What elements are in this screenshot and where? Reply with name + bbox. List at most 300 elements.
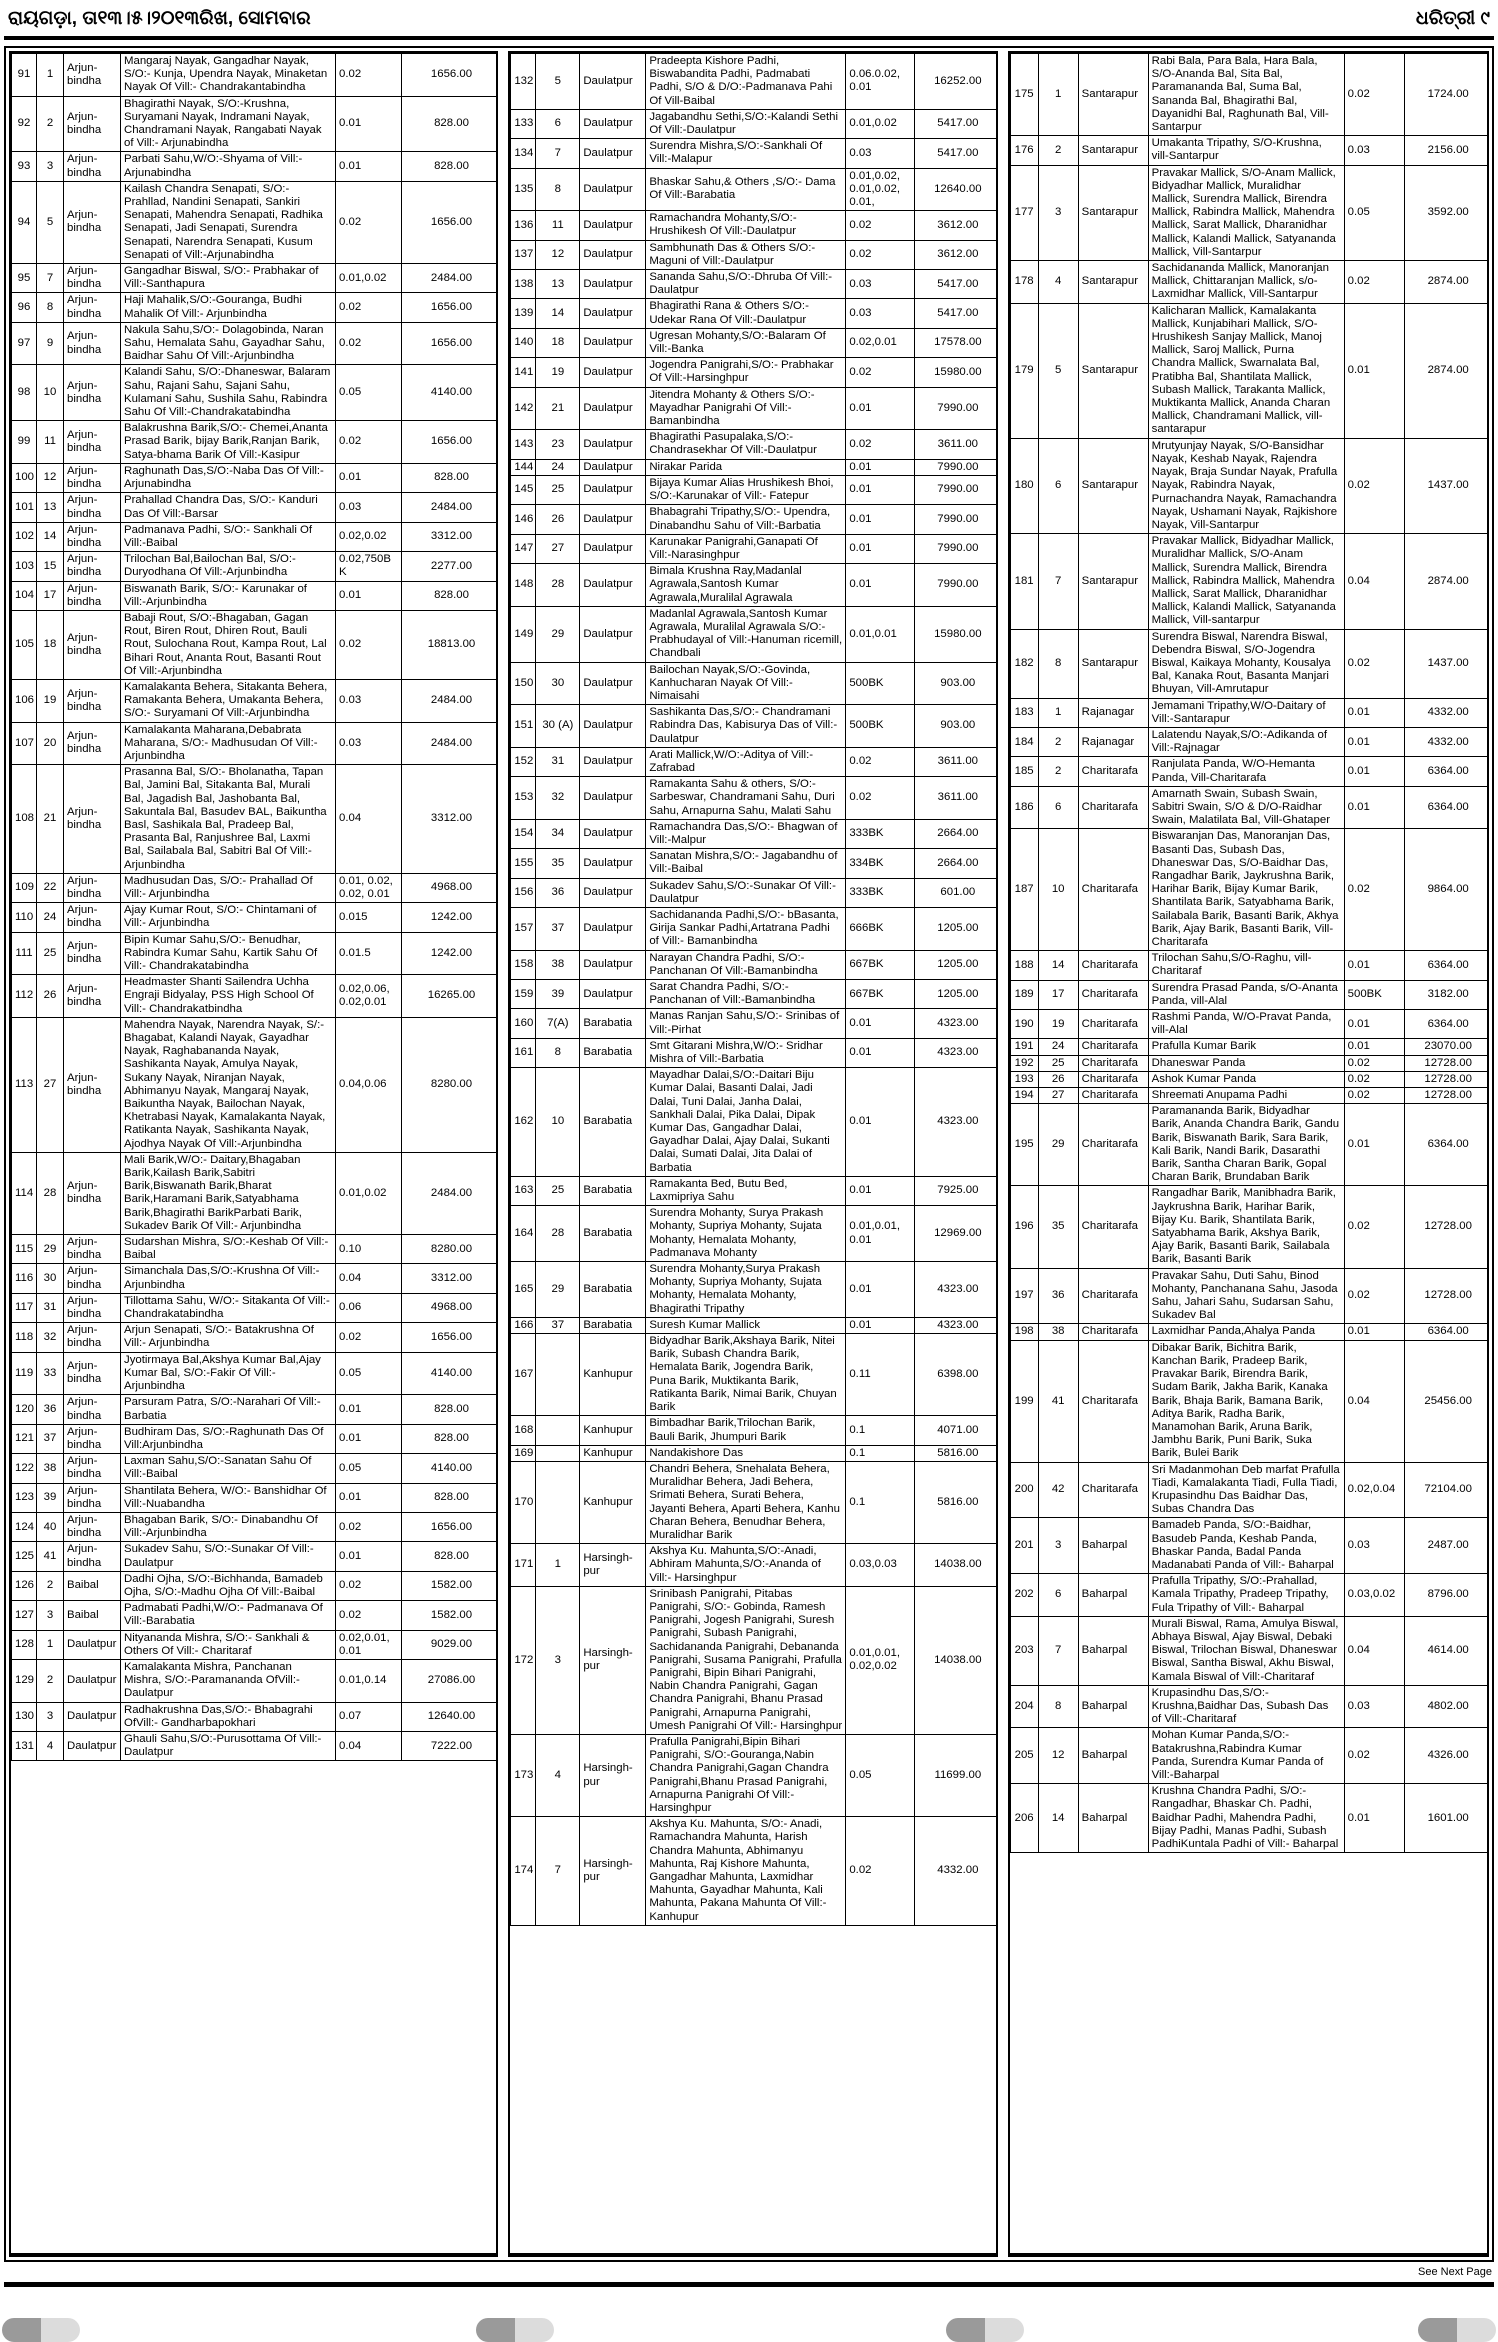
plot-no-cell: 3 [536, 1586, 580, 1734]
plot-no-cell: 2 [1038, 136, 1078, 165]
village-cell: Barabatia [580, 1038, 646, 1067]
share-cell: 0.02 [336, 1601, 402, 1630]
footer-rule [4, 2282, 1494, 2287]
plot-no-cell: 12 [1038, 1728, 1078, 1784]
table-row [12, 932, 499, 975]
owner-names-cell: Parsuram Patra, S/O:-Narahari Of Vill:-Barbatia [121, 1395, 336, 1424]
table-row [12, 1293, 499, 1322]
serial-cell: 107 [12, 722, 37, 765]
plot-no-cell: 15 [37, 552, 64, 581]
plot-no-cell: 14 [1038, 951, 1078, 980]
plot-no-cell: 19 [536, 358, 580, 387]
village-cell: Kanhupur [580, 1461, 646, 1543]
plot-no-cell: 27 [536, 534, 580, 563]
table-row [12, 610, 499, 679]
share-cell: 0.01 [1344, 1324, 1404, 1340]
village-cell: Arjun-bindha [64, 463, 121, 492]
share-cell: 0.01.5 [336, 932, 402, 975]
share-cell: 0.01 [846, 1317, 915, 1333]
amount-cell: 1582.00 [402, 1601, 499, 1630]
village-cell: Arjun-bindha [64, 96, 121, 152]
dateline: ରାୟଗଡ଼ା, ତା୧୩।୫।୨୦୧୩ରିଖ, ସୋମବାର [8, 8, 311, 29]
serial-cell: 174 [511, 1817, 536, 1926]
village-cell: Arjun-bindha [64, 610, 121, 679]
plot-no-cell: 25 [1038, 1055, 1078, 1071]
village-cell: Daulatpur [580, 240, 646, 269]
land-table-2 [510, 53, 997, 1926]
table-row [511, 1445, 998, 1461]
table-row [511, 459, 998, 475]
serial-cell: 187 [1010, 829, 1038, 951]
share-cell: 0.05 [336, 1352, 402, 1395]
plot-no-cell: 10 [37, 365, 64, 421]
owner-names-cell: Surendra Biswal, Narendra Biswal, Debendra Biswal, S/O-Jogendra Biswal, Kaikaya Mohanty, Kousalya Bal, Kanaka Rout, Basanta Manjari Bhuyan, Vill-Amrutapur [1148, 629, 1344, 698]
plot-no-cell: 1 [536, 1544, 580, 1587]
plot-no-cell: 12 [536, 240, 580, 269]
amount-cell: 1656.00 [402, 322, 499, 365]
plot-no-cell: 28 [536, 1206, 580, 1262]
table-row [1010, 980, 1489, 1009]
serial-cell: 120 [12, 1395, 37, 1424]
amount-cell: 5417.00 [915, 299, 998, 328]
owner-names-cell: Trilochan Sahu,S/O-Raghu, vill-Charitaraf [1148, 951, 1344, 980]
share-cell: 0.10 [336, 1235, 402, 1264]
village-cell: Charitarafa [1078, 1324, 1148, 1340]
village-cell: Daulatpur [64, 1702, 121, 1731]
owner-names-cell: Jogendra Panigrahi,S/O:- Prabhakar Of Vill:-Harsinghpur [646, 358, 846, 387]
amount-cell: 5417.00 [915, 270, 998, 299]
serial-cell: 111 [12, 932, 37, 975]
amount-cell: 4140.00 [402, 365, 499, 421]
share-cell: 0.01 [1344, 786, 1404, 829]
serial-cell: 95 [12, 264, 37, 293]
plot-no-cell: 29 [536, 606, 580, 662]
village-cell: Arjun-bindha [64, 1293, 121, 1322]
owner-names-cell: Manas Ranjan Sahu,S/O:- Srinibas of Vill:-Pirhat [646, 1009, 846, 1038]
owner-names-cell: Trilochan Bal,Bailochan Bal, S/O:- Duryodhana Of Vill:-Arjunbindha [121, 552, 336, 581]
village-cell: Daulatpur [580, 475, 646, 504]
share-cell: 0.05 [846, 1734, 915, 1816]
village-cell: Daulatpur [580, 980, 646, 1009]
share-cell: 0.01 [846, 564, 915, 607]
village-cell: Daulatpur [580, 505, 646, 534]
table-row [511, 358, 998, 387]
plot-no-cell: 24 [37, 903, 64, 932]
plot-no-cell: 13 [536, 270, 580, 299]
village-cell: Rajanagar [1078, 727, 1148, 756]
table-row [511, 1206, 998, 1262]
table-row [12, 264, 499, 293]
share-cell: 0.02 [1344, 1055, 1404, 1071]
village-cell: Arjun-bindha [64, 322, 121, 365]
owner-names-cell: Surendra Mishra,S/O:-Sankhali Of Vill:-Malapur [646, 139, 846, 168]
land-table-3 [1010, 53, 1489, 1853]
serial-cell: 192 [1010, 1055, 1038, 1071]
owner-names-cell: Ashok Kumar Panda [1148, 1071, 1344, 1087]
amount-cell: 1582.00 [402, 1571, 499, 1600]
plot-no-cell: 31 [37, 1293, 64, 1322]
table-row [12, 1512, 499, 1541]
share-cell: 0.01 [336, 1424, 402, 1453]
serial-cell: 160 [511, 1009, 536, 1038]
serial-cell: 133 [511, 109, 536, 138]
owner-names-cell: Ramachandra Das,S/O:- Bhagwan of Vill:-Malpur [646, 819, 846, 848]
amount-cell: 2277.00 [402, 552, 499, 581]
table-row [511, 505, 998, 534]
share-cell: 0.07 [336, 1702, 402, 1731]
share-cell: 0.01 [336, 581, 402, 610]
serial-cell: 178 [1010, 261, 1038, 304]
village-cell: Charitarafa [1078, 1268, 1148, 1324]
serial-cell: 193 [1010, 1071, 1038, 1087]
amount-cell: 12728.00 [1404, 1055, 1489, 1071]
serial-cell: 103 [12, 552, 37, 581]
share-cell: 0.01 [336, 1483, 402, 1512]
share-cell: 0.11 [846, 1334, 915, 1416]
serial-cell: 112 [12, 975, 37, 1018]
amount-cell: 4326.00 [1404, 1728, 1489, 1784]
owner-names-cell: Sudarshan Mishra, S/O:-Keshab Of Vill:- Baibal [121, 1235, 336, 1264]
table-row [1010, 261, 1489, 304]
table-row [12, 1542, 499, 1571]
serial-cell: 206 [1010, 1784, 1038, 1853]
amount-cell: 7990.00 [915, 459, 998, 475]
plot-no-cell: 26 [37, 975, 64, 1018]
plot-no-cell: 27 [1038, 1088, 1078, 1104]
village-cell: Arjun-bindha [64, 1483, 121, 1512]
table-row [12, 365, 499, 421]
village-cell: Daulatpur [580, 430, 646, 459]
table-row [1010, 786, 1489, 829]
share-cell: 0.01, 0.02, 0.02, 0.01 [336, 873, 402, 902]
serial-cell: 205 [1010, 1728, 1038, 1784]
serial-cell: 94 [12, 181, 37, 263]
table-row [12, 975, 499, 1018]
serial-cell: 185 [1010, 757, 1038, 786]
serial-cell: 177 [1010, 165, 1038, 260]
serial-cell: 106 [12, 679, 37, 722]
table-row [511, 475, 998, 504]
owner-names-cell: Akshya Ku. Mahunta, S/O:- Anadi, Ramachandra Mahunta, Harish Chandra Mahunta, Abhimanyu Mahunta, Raj Kishore Mahunta, Gangadhar Mahunta, Laxmidhar Mahunta, Gayadhar Mahunta, Kali Mahunta, Pakana Mahunta Of Vill:-Kanhupur [646, 1817, 846, 1926]
serial-cell: 167 [511, 1334, 536, 1416]
share-cell: 0.05 [336, 365, 402, 421]
amount-cell: 7990.00 [915, 505, 998, 534]
owner-names-cell: Raghunath Das,S/O:-Naba Das Of Vill:- Arjunabindha [121, 463, 336, 492]
share-cell: 0.02,0.06, 0.02,0.01 [336, 975, 402, 1018]
share-cell: 0.01,0.02, 0.01,0.02, 0.01, [846, 168, 915, 211]
plot-no-cell: 2 [37, 96, 64, 152]
serial-cell: 165 [511, 1262, 536, 1318]
village-cell: Baibal [64, 1571, 121, 1600]
table-row [511, 387, 998, 430]
table-row [511, 980, 998, 1009]
plot-no-cell: 34 [536, 819, 580, 848]
serial-cell: 189 [1010, 980, 1038, 1009]
amount-cell: 2484.00 [402, 679, 499, 722]
table-row [12, 1264, 499, 1293]
plot-no-cell: 7 [536, 139, 580, 168]
share-cell: 0.06 [336, 1293, 402, 1322]
amount-cell: 1437.00 [1404, 629, 1489, 698]
serial-cell: 144 [511, 459, 536, 475]
amount-cell: 15980.00 [915, 606, 998, 662]
village-cell: Baibal [64, 1601, 121, 1630]
serial-cell: 198 [1010, 1324, 1038, 1340]
amount-cell: 4968.00 [402, 1293, 499, 1322]
plot-no-cell: 7 [536, 1817, 580, 1926]
serial-cell: 135 [511, 168, 536, 211]
amount-cell: 4332.00 [1404, 698, 1489, 727]
village-cell: Santarapur [1078, 165, 1148, 260]
plot-no-cell: 25 [37, 932, 64, 975]
plot-no-cell: 4 [536, 1734, 580, 1816]
plot-no-cell: 19 [37, 679, 64, 722]
table-row [511, 139, 998, 168]
owner-names-cell: Kamalakanta Behera, Sitakanta Behera, Ramakanta Behera, Umakanta Behera, S/O:- Suryamani Of Vill:-Arjunbindha [121, 679, 336, 722]
table-row [511, 1734, 998, 1816]
amount-cell: 4614.00 [1404, 1616, 1489, 1685]
share-cell: 0.02 [336, 181, 402, 263]
amount-cell: 6398.00 [915, 1334, 998, 1416]
table-row [12, 1395, 499, 1424]
table-row [12, 581, 499, 610]
table-row [1010, 303, 1489, 438]
amount-cell: 601.00 [915, 878, 998, 907]
table-row [12, 522, 499, 551]
share-cell: 0.1 [846, 1445, 915, 1461]
amount-cell: 4323.00 [915, 1317, 998, 1333]
owner-names-cell: Kalicharan Mallick, Kamalakanta Mallick, Kunjabihari Mallick, S/O-Hrushikesh Sanjay Mallick, Manoj Mallick, Saroj Mallick, Purna Chandra Mallick, Swarnalata Bal, Pratibha Bal, Shantilata Mallick, Subash Mallick, Tarakanta Mallick, Muktikanta Mallick, Ananda Charan Mallick, Chandramani Mallick, vill-santarapur [1148, 303, 1344, 438]
village-cell: Daulatpur [580, 109, 646, 138]
share-cell: 0.02 [1344, 54, 1404, 136]
share-cell: 0.01 [1344, 1010, 1404, 1039]
table-row [511, 777, 998, 820]
share-cell: 0.01 [1344, 303, 1404, 438]
table-row [511, 1068, 998, 1177]
table-row [12, 54, 499, 97]
table-row [1010, 1186, 1489, 1268]
village-cell: Charitarafa [1078, 1104, 1148, 1186]
plot-no-cell: 28 [536, 564, 580, 607]
table-row [12, 1454, 499, 1483]
table-row [1010, 1071, 1489, 1087]
serial-cell: 172 [511, 1586, 536, 1734]
village-cell: Santarapur [1078, 629, 1148, 698]
amount-cell: 828.00 [402, 1542, 499, 1571]
amount-cell: 12728.00 [1404, 1088, 1489, 1104]
share-cell: 0.03 [336, 493, 402, 522]
serial-cell: 149 [511, 606, 536, 662]
serial-cell: 182 [1010, 629, 1038, 698]
serial-cell: 132 [511, 54, 536, 110]
share-cell: 0.03 [846, 299, 915, 328]
village-cell: Harsingh-pur [580, 1544, 646, 1587]
owner-names-cell: Bipin Kumar Sahu,S/O:- Benudhar, Rabindra Kumar Sahu, Kartik Sahu Of Vill:- Chandrakatabindha [121, 932, 336, 975]
plot-no-cell: 6 [1038, 1574, 1078, 1617]
owner-names-cell: Arjun Senapati, S/O:- Batakrushna Of Vill:- Arjunbindha [121, 1323, 336, 1352]
owner-names-cell: Sarat Chandra Padhi, S/O:- Panchanan of Vill:-Bamanbindha [646, 980, 846, 1009]
table-row [12, 293, 499, 322]
owner-names-cell: Sukadev Sahu,S/O:-Sunakar Of Vill:-Daulatpur [646, 878, 846, 907]
amount-cell: 2484.00 [402, 264, 499, 293]
amount-cell: 3611.00 [915, 777, 998, 820]
table-row [12, 1702, 499, 1731]
amount-cell: 8280.00 [402, 1017, 499, 1152]
owner-names-cell: Bhagirathi Pasupalaka,S/O:- Chandrasekhar Of Vill:-Daulatpur [646, 430, 846, 459]
share-cell: 0.01 [1344, 727, 1404, 756]
amount-cell: 828.00 [402, 1424, 499, 1453]
table-row [12, 493, 499, 522]
share-cell: 0.01,0.01, 0.02,0.02 [846, 1586, 915, 1734]
share-cell: 0.02,750B K [336, 552, 402, 581]
village-cell: Daulatpur [64, 1731, 121, 1760]
serial-cell: 161 [511, 1038, 536, 1067]
table-row [511, 1461, 998, 1543]
plot-no-cell [536, 1461, 580, 1543]
share-cell: 0.03 [846, 270, 915, 299]
amount-cell: 3182.00 [1404, 980, 1489, 1009]
village-cell: Arjun-bindha [64, 293, 121, 322]
serial-cell: 150 [511, 662, 536, 705]
owner-names-cell: Mrutyunjay Nayak, S/O-Bansidhar Nayak, Keshab Nayak, Rajendra Nayak, Braja Sundar Nayak, Prafulla Nayak, Rabindra Nayak, Purnachandra Nayak, Ramachandra Nayak, Ushamani Nayak, Rajkishore Nayak, Vill-Santarpur [1148, 438, 1344, 533]
share-cell: 0.01 [846, 1068, 915, 1177]
serial-cell: 137 [511, 240, 536, 269]
plot-no-cell: 6 [1038, 786, 1078, 829]
plot-no-cell: 8 [536, 1038, 580, 1067]
serial-cell: 100 [12, 463, 37, 492]
village-cell: Rajanagar [1078, 698, 1148, 727]
serial-cell: 142 [511, 387, 536, 430]
village-cell: Arjun-bindha [64, 552, 121, 581]
plot-no-cell: 24 [536, 459, 580, 475]
village-cell: Barabatia [580, 1262, 646, 1318]
plot-no-cell: 7 [1038, 1616, 1078, 1685]
amount-cell: 16252.00 [915, 54, 998, 110]
amount-cell: 2664.00 [915, 849, 998, 878]
village-cell: Daulatpur [580, 907, 646, 950]
plot-no-cell: 38 [536, 950, 580, 979]
table-row [511, 705, 998, 748]
village-cell: Daulatpur [580, 747, 646, 776]
share-cell: 0.02 [1344, 261, 1404, 304]
owner-names-cell: Balakrushna Barik,S/O:- Chemei,Ananta Prasad Barik, bijay Barik,Ranjan Barik, Satya-bhama Barik Of Vill:-Kasipur [121, 421, 336, 464]
serial-cell: 138 [511, 270, 536, 299]
owner-names-cell: Bailochan Nayak,S/O:-Govinda, Kanhucharan Nayak Of Vill:- Nimaisahi [646, 662, 846, 705]
owner-names-cell: Laxman Sahu,S/O:-Sanatan Sahu Of Vill:-Baibal [121, 1454, 336, 1483]
owner-names-cell: Murali Biswal, Rama, Amulya Biswal, Abhaya Biswal, Ajay Biswal, Debaki Biswal, Trilochan Biswal, Dhaneswar Biswal, Santha Biswal, Akhu Biswal, Kamala Biswal of Vill:-Charitaraf [1148, 1616, 1344, 1685]
plot-no-cell: 9 [37, 322, 64, 365]
owner-names-cell: Pravakar Sahu, Duti Sahu, Binod Mohanty, Panchanana Sahu, Jasoda Sahu, Jahari Sahu, Sudarsan Sahu, Sukadev Bal [1148, 1268, 1344, 1324]
serial-cell: 158 [511, 950, 536, 979]
plot-no-cell: 30 (A) [536, 705, 580, 748]
amount-cell: 3611.00 [915, 430, 998, 459]
serial-cell: 162 [511, 1068, 536, 1177]
village-cell: Daulatpur [580, 564, 646, 607]
serial-cell: 105 [12, 610, 37, 679]
village-cell: Arjun-bindha [64, 975, 121, 1018]
village-cell: Daulatpur [580, 878, 646, 907]
owner-names-cell: Madanlal Agrawala,Santosh Kumar Agrawala, Muralilal Agrawala S/O:-Prabhudayal of Vill:-Hanuman ricemill, Chandbali [646, 606, 846, 662]
owner-names-cell: Bamadeb Panda, S/O:-Baidhar, Basudeb Panda, Keshab Panda, Bhaskar Panda, Badal Panda Madanabati Panda of Vill:- Baharpal [1148, 1518, 1344, 1574]
owner-names-cell: Kamalakanta Mishra, Panchanan Mishra, S/O:-Paramananda OfVill:-Daulatpur [121, 1659, 336, 1702]
plot-no-cell: 14 [1038, 1784, 1078, 1853]
owner-names-cell: Mali Barik,W/O:- Daitary,Bhagaban Barik,Kailash Barik,Sabitri Barik,Biswanath Barik,Bharat Barik,Haramani Barik,Satyabhama Barik,Bhagirathi BarikParbati Barik, Sukadev Barik Of Vill:- Arjunbindha [121, 1152, 336, 1234]
village-cell: Daulatpur [580, 168, 646, 211]
table-row [12, 463, 499, 492]
plot-no-cell: 26 [1038, 1071, 1078, 1087]
table-panel-3 [1008, 51, 1489, 2257]
plot-no-cell: 8 [1038, 629, 1078, 698]
serial-cell: 171 [511, 1544, 536, 1587]
serial-cell: 104 [12, 581, 37, 610]
amount-cell: 2484.00 [402, 493, 499, 522]
plot-no-cell: 12 [37, 463, 64, 492]
share-cell: 0.01 [846, 534, 915, 563]
plot-no-cell: 36 [536, 878, 580, 907]
plot-no-cell: 25 [536, 1176, 580, 1205]
plot-no-cell: 17 [1038, 980, 1078, 1009]
share-cell: 0.01 [336, 96, 402, 152]
serial-cell: 188 [1010, 951, 1038, 980]
table-row [511, 109, 998, 138]
owner-names-cell: Bhaskar Sahu,& Others ,S/O:- Dama Of Vill:-Barabatia [646, 168, 846, 211]
table-row [511, 606, 998, 662]
serial-cell: 147 [511, 534, 536, 563]
owner-names-cell: Jitendra Mohanty & Others S/O:- Mayadhar Panigrahi Of Vill:- Bamanbindha [646, 387, 846, 430]
serial-cell: 119 [12, 1352, 37, 1395]
plot-no-cell: 11 [536, 211, 580, 240]
village-cell: Daulatpur [580, 819, 646, 848]
serial-cell: 136 [511, 211, 536, 240]
owner-names-cell: Mangaraj Nayak, Gangadhar Nayak, S/O:- Kunja, Upendra Nayak, Minaketan Nayak Of Vill:- Chandrakantabindha [121, 54, 336, 97]
amount-cell: 1205.00 [915, 950, 998, 979]
share-cell: 0.02 [336, 293, 402, 322]
plot-no-cell: 21 [37, 765, 64, 874]
owner-names-cell: Rashmi Panda, W/O-Pravat Panda, vill-Alal [1148, 1010, 1344, 1039]
table-row [511, 534, 998, 563]
amount-cell: 1437.00 [1404, 438, 1489, 533]
village-cell: Arjun-bindha [64, 522, 121, 551]
table-row [1010, 1784, 1489, 1853]
plot-no-cell: 2 [37, 1571, 64, 1600]
village-cell: Charitarafa [1078, 1039, 1148, 1055]
plot-no-cell: 7 [37, 264, 64, 293]
share-cell: 0.03 [846, 139, 915, 168]
table-row [1010, 1728, 1489, 1784]
plot-no-cell: 37 [536, 907, 580, 950]
amount-cell: 3612.00 [915, 240, 998, 269]
plot-no-cell: 8 [1038, 1685, 1078, 1728]
page-number: ଧରିତ୍ରୀ ୯ [1415, 8, 1490, 29]
share-cell: 0.02 [1344, 1728, 1404, 1784]
amount-cell: 828.00 [402, 96, 499, 152]
owner-names-cell: Pradeepta Kishore Padhi, Biswabandita Padhi, Padmabati Padhi, S/O & D/O:-Padmanava Pahi Of Vill-Baibal [646, 54, 846, 110]
table-row [511, 270, 998, 299]
owner-names-cell: Budhiram Das, S/O:-Raghunath Das Of Vill:Arjunbindha [121, 1424, 336, 1453]
table-row [1010, 1055, 1489, 1071]
share-cell: 0.01 [846, 1009, 915, 1038]
amount-cell: 27086.00 [402, 1659, 499, 1702]
owner-names-cell: Shantilata Behera, W/O:- Banshidhar Of Vill:-Nuabandha [121, 1483, 336, 1512]
village-cell: Daulatpur [580, 606, 646, 662]
plot-no-cell: 3 [1038, 1518, 1078, 1574]
amount-cell: 3312.00 [402, 1264, 499, 1293]
plot-no-cell: 21 [536, 387, 580, 430]
village-cell: Santarapur [1078, 534, 1148, 629]
share-cell: 0.05 [336, 1454, 402, 1483]
share-cell: 0.02 [336, 54, 402, 97]
table-row [12, 722, 499, 765]
